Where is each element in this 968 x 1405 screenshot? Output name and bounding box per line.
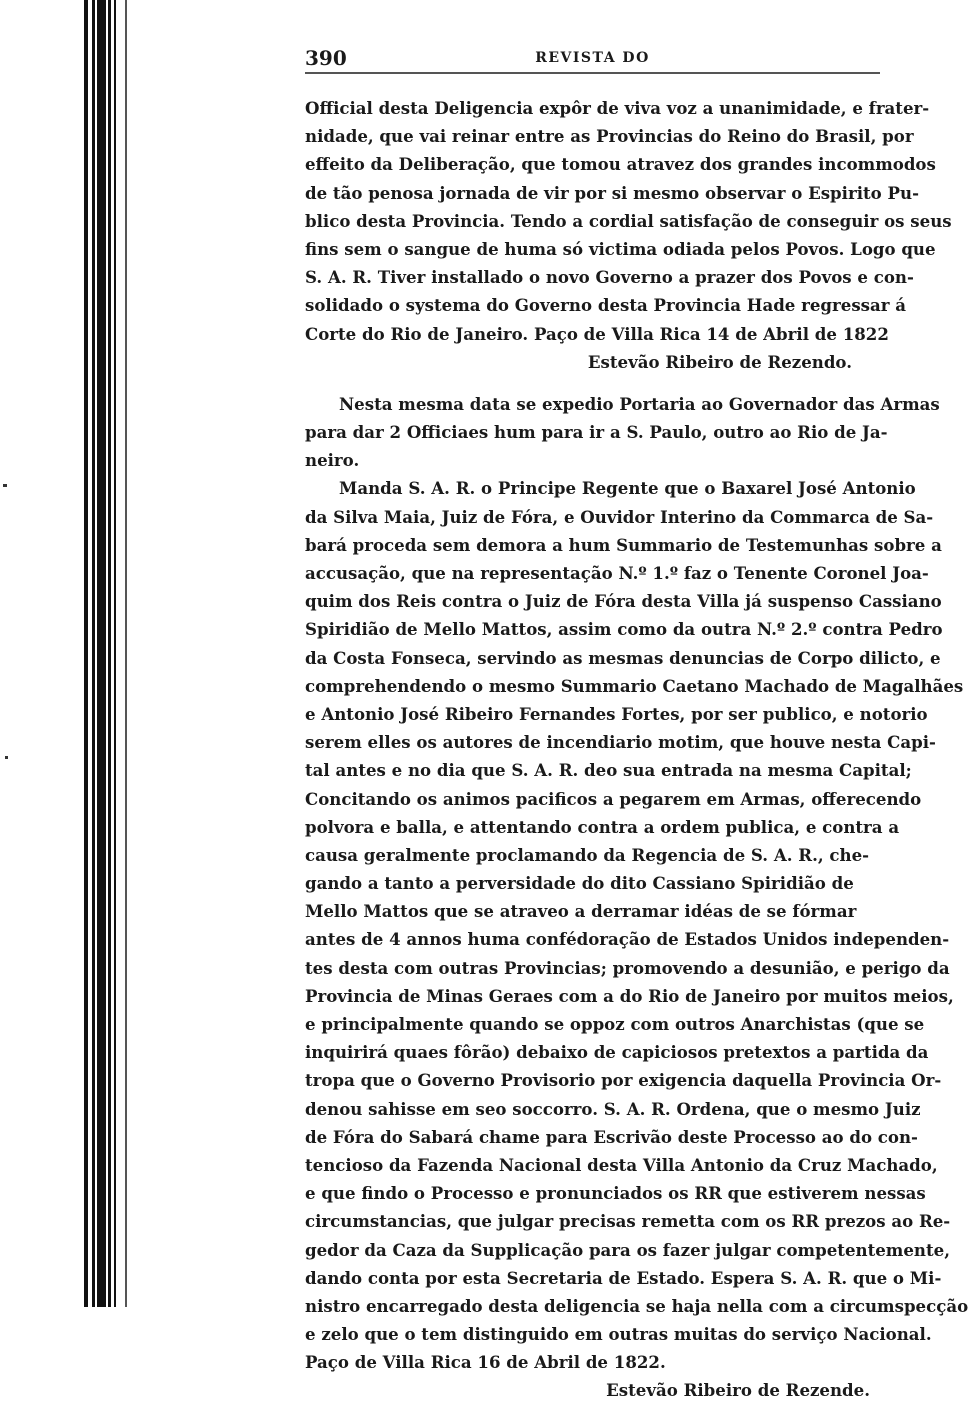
text-line: solidado o systema do Governo desta Provincia Hade regressar á [305, 295, 907, 316]
text-line: e Antonio José Ribeiro Fernandes Fortes, por ser publico, e notorio [305, 703, 928, 724]
text-line: antes de 4 annos huma confédoração de Estados Unidos independen- [305, 929, 950, 950]
text-line: para dar 2 Officiaes hum para ir a S. Paulo, outro ao Rio de Ja- [305, 422, 888, 443]
paragraph-2 [305, 390, 940, 475]
text-line: e principalmente quando se oppoz com outros Anarchistas (que se [305, 1014, 925, 1034]
text-line: nidade, que vai reinar entre as Provincias do Reino do Brasil, por [305, 126, 914, 147]
text-line: gando a tanto a perversidade do dito Cassiano Spiridião de [305, 873, 854, 894]
text-line: Provincia de Minas Geraes com a do Rio de Janeiro por muitos meios, [305, 985, 954, 1006]
text-line: dando conta por esta Secretaria de Estado. Espera S. A. R. que o Mi- [305, 1267, 942, 1288]
signature: Estevão Ribeiro de Rezende. [606, 1380, 870, 1401]
text-line: quim dos Reis contra o Juiz de Fóra desta Villa já suspenso Cassiano [305, 591, 942, 612]
text-line: blico desta Provincia. Tendo a cordial satisfação de conseguir os seus [305, 210, 952, 231]
page-number: 390 [305, 46, 347, 70]
text-line: causa geralmente proclamando da Regencia de S. A. R., che- [305, 844, 870, 865]
body-text [305, 94, 968, 1405]
text-line: serem elles os autores de incendiario motim, que houve nesta Capi- [305, 732, 936, 753]
text-line: tropa que o Governo Provisorio por exigencia daquella Provincia Or- [305, 1070, 942, 1091]
text-line: fins sem o sangue de huma só victima odiada pelos Povos. Logo que [305, 238, 936, 259]
text-line: Spiridião de Mello Mattos, assim como da outra N.º 2.º contra Pedro [305, 619, 943, 640]
text-line: effeito da Deliberação, que tomou atravez dos grandes incommodos [305, 154, 936, 175]
text-line: de Fóra do Sabará chame para Escrivão deste Processo ao do con- [305, 1126, 918, 1147]
text-line: tal antes e no dia que S. A. R. deo sua entrada na mesma Capital; [305, 760, 912, 781]
text-line: tes desta com outras Provincias; promovendo a desunião, e perigo da [305, 957, 950, 978]
text-line: bará proceda sem demora a hum Summario de Testemunhas sobre a [305, 534, 942, 555]
text-line: gedor da Caza da Supplicação para os fazer julgar competentemente, [305, 1239, 950, 1260]
text-line: tencioso da Fazenda Nacional desta Villa Antonio da Cruz Machado, [305, 1154, 938, 1175]
text-line: Mello Mattos que se atraveo a derramar idéas de se fórmar [305, 901, 857, 922]
signature: Estevão Ribeiro de Rezendo. [587, 351, 852, 372]
text-line: Concitando os animos pacificos a pegarem em Armas, offerecendo [305, 788, 922, 809]
text-line: polvora e balla, e attentando contra a ordem publica, e contra a [305, 816, 900, 837]
header-rule [305, 72, 880, 74]
text-line: Official desta Deligencia expôr de viva voz a unanimidade, e frater- [305, 98, 930, 118]
book-binding-edge [0, 0, 150, 1307]
text-line: S. A. R. Tiver installado o novo Governo a prazer dos Povos e con- [305, 267, 914, 288]
text-line: circumstancias, que julgar precisas remetta com os RR prezos ao Re- [305, 1211, 951, 1232]
text-line: Corte do Rio de Janeiro. Paço de Villa Rica 14 de Abril de 1822 [305, 323, 889, 344]
text-line: comprehendendo o mesmo Summario Caetano Machado de Magalhães [305, 675, 964, 696]
text-line: nistro encarregado desta deligencia se haja nella com a circumspecção [305, 1295, 968, 1316]
text-line: Manda S. A. R. o Principe Regente que o Baxarel José Antonio [339, 478, 916, 499]
text-line: e que findo o Processo e pronunciados os RR que estiverem nessas [305, 1183, 926, 1204]
text-line: e zelo que o tem distinguido em outras muitas do serviço Nacional. [305, 1324, 932, 1345]
text-line: denou sahisse em seo soccorro. S. A. R. Ordena, que o mesmo Juiz [305, 1098, 921, 1119]
running-title: REVISTA DO [535, 50, 650, 66]
text-line: inquirirá quaes fôrão) debaixo de capiciosos pretextos a partida da [305, 1042, 929, 1063]
paragraph-1 [305, 94, 952, 376]
text-line: de tão penosa jornada de vir por si mesmo observar o Espirito Pu- [305, 182, 919, 203]
text-line: da Silva Maia, Juiz de Fóra, e Ouvidor Interino da Commarca de Sa- [305, 506, 934, 527]
text-line: accusação, que na representação N.º 1.º faz o Tenente Coronel Joa- [305, 563, 929, 583]
text-line: neiro. [305, 450, 360, 471]
text-line: da Costa Fonseca, servindo as mesmas denuncias de Corpo dilicto, e [305, 647, 941, 668]
text-line: Nesta mesma data se expedio Portaria ao Governador das Armas [339, 393, 940, 414]
paragraph-3 [305, 474, 968, 1404]
text-line: Paço de Villa Rica 16 de Abril de 1822. [305, 1352, 666, 1373]
